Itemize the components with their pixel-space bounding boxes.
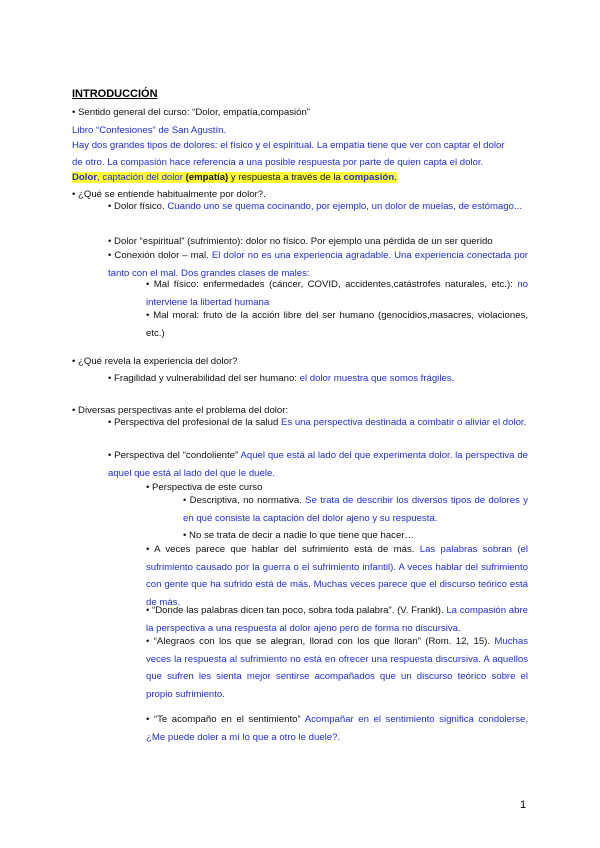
perspectiva-curso-item: • Perspectiva de este curso [146, 482, 263, 493]
compassion-line: de otro. La compasión hace referencia a una posible respuesta por parte de quien capta el dolor. [72, 157, 484, 168]
summary-part2: , captación del dolor [97, 172, 186, 183]
a-veces-text: Las palabras sobran (el sufrimiento causado por la guerra o el sufrimiento infantil). A veces hablar del sufrimiento con gente que ha sufrido está de más. Muchas veces parece que el discurso teórico está de más. [146, 544, 529, 608]
acompano-item [146, 711, 528, 746]
condoliente-text: Aquel que está al lado del que experimenta dolor. la perspectiva de aquel que está al lado del que le duele. [108, 450, 528, 479]
frankl-item [146, 602, 528, 637]
condoliente-label: • Perspectiva del “condoliente” [108, 450, 241, 461]
book-line: Libro “Confesiones” de San Agustín. [72, 125, 227, 136]
q3-heading: • Diversas perspectivas ante el problema del dolor: [72, 405, 289, 416]
descriptiva-item [183, 492, 528, 527]
dolor-espiritual-item: • Dolor “espiritual” (sufrimiento): dolor no físico. Por ejemplo una pérdida de un ser querido [108, 236, 493, 247]
mal-moral-item: • Mal moral: fruto de la acción libre del ser humano (genocidios,masacres, violaciones, etc.) [146, 310, 528, 339]
condoliente-item [108, 447, 528, 482]
frankl-text: La compasión abre la perspectiva a una respuesta al dolor ajeno pero de forma no discursiva. [146, 605, 528, 634]
fragilidad-text: el dolor muestra que somos frágiles. [299, 373, 455, 384]
mal-fisico-text: no interviene la libertad humana [146, 279, 528, 308]
pain-types-line: Hay dos grandes tipos de dolores: el físico y el espiritual. La empatía tiene que ver con captar el dolor [72, 140, 505, 151]
salud-text: Es una perspectiva destinada a combatir o aliviar el dolor. [280, 417, 527, 428]
acompano-quote: • “Te acompaño en el sentimiento” [146, 714, 305, 725]
summary-compasion: compasión [343, 172, 395, 183]
summary-empatia: (empatía) [185, 172, 229, 183]
a-veces-label: • A veces parece que hablar del sufrimiento está de más. [146, 544, 420, 555]
salud-item [108, 414, 528, 432]
fragilidad-item [108, 373, 454, 385]
dolor-fisico-label: • Dolor físico. [108, 201, 168, 212]
page-title: INTRODUCCIÓN [72, 88, 158, 100]
q1-heading: • ¿Qué se entiende habitualmente por dolor?. [72, 189, 266, 200]
page-number: 1 [520, 799, 527, 811]
romanos-quote: • “Alegraos con los que se alegran, llorad con los que lloran” (Rom. 12, 15). [146, 636, 495, 647]
highlighted-summary [72, 172, 397, 184]
romanos-text: Muchas veces la respuesta al sufrimiento no está en ofrecer una respuesta discursiva. A aquellos que sufren les sienta mejor sentirse acompañados que un discurso teórico sobre el propio sufrimiento. [146, 636, 528, 700]
salud-label: • Perspectiva del profesional de la salud [108, 417, 281, 428]
summary-end: . [394, 172, 397, 183]
no-se-trata-item: • No se trata de decir a nadie lo que tiene que hacer… [183, 530, 415, 541]
romanos-item [146, 633, 528, 703]
conexion-text: El dolor no es una experiencia agradable. Una experiencia conectada por tanto con el mal. Dos grandes clases de males: [108, 250, 528, 279]
frankl-quote: • “Donde las palabras dicen tan poco, sobra toda palabra”. (V. Frankl). [146, 605, 447, 616]
q2-heading: • ¿Qué revela la experiencia del dolor? [72, 356, 238, 367]
dolor-fisico-text: Cuando uno se quema cocinando, por ejemplo, un dolor de muelas, de estómago... [167, 201, 523, 212]
course-sense-line: • Sentido general del curso: “Dolor, empatía,compasión” [72, 107, 310, 118]
mal-fisico-label: • Mal físico: enfermedades (cáncer, COVID, accidentes,catástrofes naturales, etc.): [146, 279, 518, 290]
dolor-fisico-item [108, 198, 528, 216]
fragilidad-label: • Fragilidad y vulnerabilidad del ser humano: [108, 373, 300, 384]
summary-dolor: Dolor [72, 172, 98, 183]
conexion-label: • Conexión dolor – mal. [108, 250, 212, 261]
descriptiva-label: • Descriptiva, no normativa. [183, 495, 306, 506]
mal-fisico-item [146, 276, 528, 311]
descriptiva-text: Se trata de describir los diversos tipos de dolores y en qué consiste la captación del dolor ajeno y su respuesta. [183, 495, 528, 524]
a-veces-item [146, 541, 528, 611]
acompano-text: Acompañar en el sentimiento significa condolerse, ¿Me puede doler a mí lo que a otro le duele?. [146, 714, 528, 743]
summary-part4: y respuesta a través de la [228, 172, 344, 183]
